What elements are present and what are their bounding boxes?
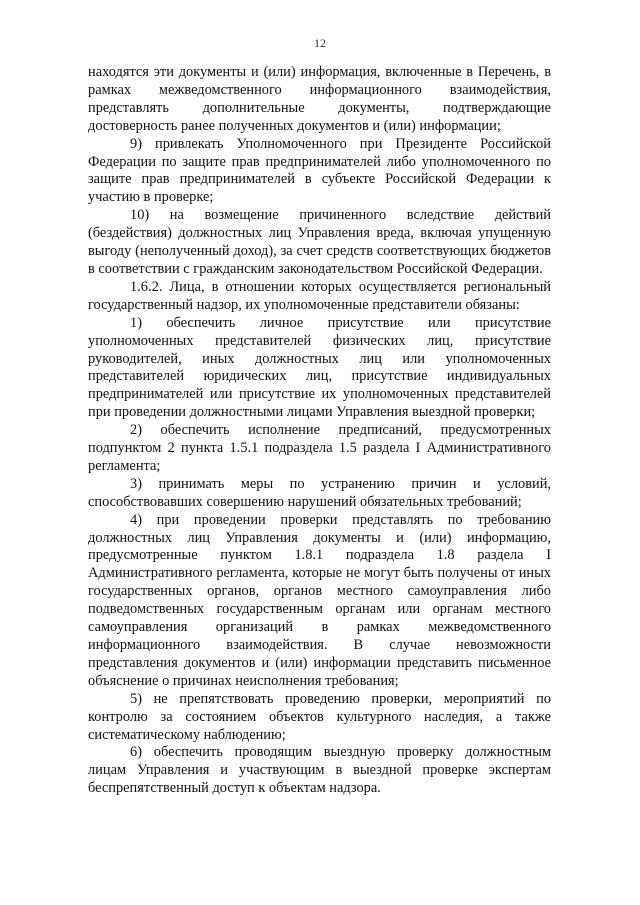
paragraph-duty-6: 6) обеспечить проводящим выездную проверку должностным лицам Управления и участвующим в выездной проверке экспертам беспрепятственный доступ к объектам надзора. (88, 744, 551, 797)
paragraph-duty-1: 1) обеспечить личное присутствие или присутствие уполномоченных представителей физических лиц, присутствие руководителей, иных должностных лиц или уполномоченных представителей юридических лиц, присутствие индивидуальных предпринимателей или присутствие их уполномоченных представителей при проведении должностными лицами Управления выездной проверки; (88, 314, 551, 421)
page-number: 12 (314, 36, 326, 50)
paragraph-duty-2: 2) обеспечить исполнение предписаний, предусмотренных подпунктом 2 пункта 1.5.1 подраздела 1.5 раздела I Административного регламента; (88, 422, 551, 474)
paragraph-section-1-6-2: 1.6.2. Лица, в отношении которых осуществляется региональный государственный надзор, их уполномоченные представители обязаны: (88, 278, 551, 313)
document-body (88, 64, 551, 798)
paragraph-duty-5: 5) не препятствовать проведению проверки, мероприятий по контролю за состоянием объектов культурного наследия, а также систематическому наблюдению; (88, 690, 551, 743)
paragraph-item-9: 9) привлекать Уполномоченного при Президенте Российской Федерации по защите прав предпринимателей либо уполномоченного по защите прав предпринимателей в субъекте Российской Федерации к участию в проверке; (88, 135, 551, 206)
paragraph-duty-3: 3) принимать меры по устранению причин и условий, способствовавших совершению нарушений обязательных требований; (88, 475, 551, 510)
paragraph-duty-4: 4) при проведении проверки представлять по требованию должностных лиц Управления документы и (или) информацию, предусмотренные пунктом 1.8.1 подраздела 1.8 раздела I Административного регламента, которые не могут быть получены от иных государственных органов, органов местного самоуправления либо подведомственных государственным органам или органам местного самоуправления организаций в рамках межведомственного информационного взаимодействия. В случае невозможности представления документов и (или) информации представить письменное объяснение о причинах неисполнения требования; (88, 511, 551, 689)
paragraph-item-10: 10) на возмещение причиненного вследствие действий (бездействия) должностных лиц Управления вреда, включая упущенную выгоду (неполученный доход), за счет средств соответствующих бюджетов в соответствии с гражданским законодательством Российской Федерации. (88, 207, 551, 277)
paragraph-continuation: находятся эти документы и (или) информация, включенные в Перечень, в рамках межведомственного информационного взаимодействия, представлять дополнительные документы, подтверждающие достоверность ранее полученных документов и (или) информации; (88, 64, 551, 134)
